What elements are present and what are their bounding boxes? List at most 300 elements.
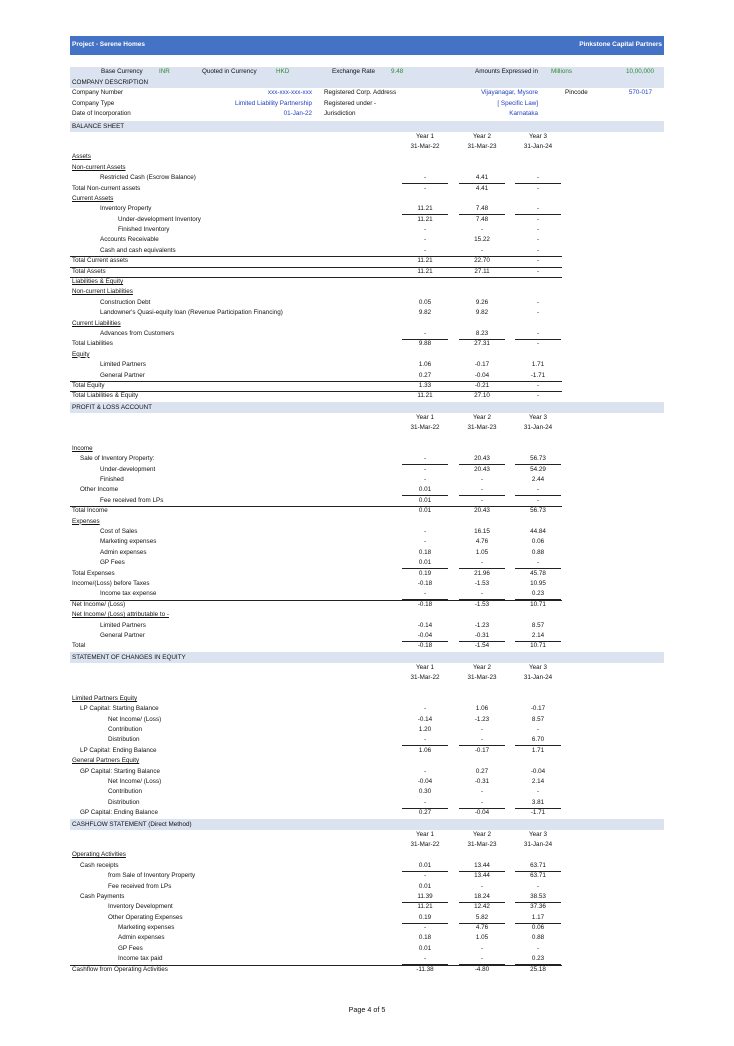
row-value-year-2: 15.22 [474, 236, 490, 244]
row-label: Current Liabilities [72, 319, 121, 327]
period-date: 31-Jan-24 [523, 424, 553, 432]
registered-under-value: [ Specific Law] [497, 99, 538, 107]
statement-row [70, 537, 664, 547]
statement-row [70, 610, 664, 620]
statement-row [70, 715, 664, 725]
registered-address-label: Registered Corp. Address [324, 89, 397, 97]
row-value-year-1: -0.14 [417, 715, 433, 723]
row-value-year-2: 1.06 [475, 705, 489, 713]
statement-row [70, 475, 664, 485]
row-label: Current Assets [72, 194, 114, 202]
statement-row [70, 798, 664, 808]
statement-row [70, 381, 664, 391]
row-label: from Sale of Inventory Property [108, 872, 196, 880]
period-year-row [70, 132, 664, 142]
row-value-year-3: 63.71 [530, 872, 546, 880]
row-value-year-2: 7.48 [475, 205, 489, 213]
row-value-year-2: - [480, 788, 484, 796]
row-label: Net Income/ (Loss) attributable to - [72, 611, 169, 619]
row-value-year-3: 0.88 [531, 548, 545, 556]
row-label: Total [72, 642, 86, 650]
statement-row [70, 371, 664, 381]
row-value-year-1: - [423, 236, 427, 244]
statement-row [70, 850, 664, 860]
statement-row [70, 923, 664, 933]
row-label: Expenses [72, 517, 100, 525]
row-value-year-1: 0.30 [418, 788, 432, 796]
row-value-year-3: 1.17 [531, 913, 545, 921]
statement-row [70, 163, 664, 173]
row-label: General Partner [100, 371, 145, 379]
row-label: Fee received from LPs [100, 496, 164, 504]
row-value-year-3: 0.88 [531, 934, 545, 942]
row-value-year-3: -0.04 [530, 767, 546, 775]
period-year-row [70, 830, 664, 840]
row-value-year-2: 20.43 [474, 455, 490, 463]
row-value-year-2: -1.53 [474, 579, 490, 587]
profit-loss-rows [70, 434, 664, 652]
statement-row [70, 954, 664, 964]
row-value-year-1: 11.39 [417, 892, 433, 900]
row-value-year-3: 44.84 [530, 528, 546, 536]
statement-row [70, 235, 664, 245]
statement-row [70, 944, 664, 954]
row-value-year-2: 21.96 [474, 569, 490, 577]
period-date: 31-Mar-22 [410, 424, 440, 432]
statement-row [70, 496, 664, 506]
period-year-row [70, 663, 664, 673]
statement-row [70, 569, 664, 579]
row-label: Non-current Assets [72, 163, 126, 171]
registered-address-value: Vijayanagar, Mysore [481, 89, 538, 97]
row-value-year-3: 0.06 [531, 924, 545, 932]
period-date: 31-Mar-22 [410, 840, 440, 848]
company-row-2 [70, 99, 664, 109]
row-value-year-2: -0.17 [474, 746, 490, 754]
row-label: Admin expenses [118, 934, 165, 942]
statement-row [70, 913, 664, 923]
row-value-year-1: 11.21 [417, 392, 433, 400]
row-label: Marketing expenses [100, 538, 157, 546]
jurisdiction-label: Jurisdiction [324, 110, 356, 118]
row-label: Contribution [108, 788, 142, 796]
period-date: 31-Mar-23 [467, 674, 497, 682]
row-label: Limited Partners [100, 621, 146, 629]
statement-row [70, 246, 664, 256]
row-value-year-2: -1.23 [474, 621, 490, 629]
company-type-value: Limited Liability Partnership [235, 99, 312, 107]
total-rule [70, 277, 562, 278]
row-label: Total Liabilities & Equity [72, 392, 139, 400]
company-row-1 [70, 88, 664, 98]
row-value-year-2: - [480, 590, 484, 598]
row-value-year-3: 10.95 [530, 579, 546, 587]
row-value-year-2: -1.53 [474, 600, 490, 608]
row-value-year-3: 8.57 [531, 715, 545, 723]
row-label: Landowner's Quasi-equity loan (Revenue Participation Financing) [100, 309, 283, 317]
row-label: General Partner [100, 631, 145, 639]
row-value-year-3: - [536, 486, 540, 494]
row-value-year-3: 10.71 [530, 600, 546, 608]
period-date: 31-Jan-24 [523, 840, 553, 848]
row-value-year-1: - [423, 246, 427, 254]
row-value-year-3: 0.06 [531, 538, 545, 546]
row-label: Income tax expense [100, 590, 157, 598]
row-value-year-1: 0.19 [418, 913, 432, 921]
period-year: Year 2 [473, 663, 491, 671]
row-value-year-2: - [480, 496, 484, 504]
statement-row [70, 184, 664, 194]
row-value-year-2: 1.05 [475, 548, 489, 556]
statement-row [70, 173, 664, 183]
row-value-year-3: 10.71 [530, 642, 546, 650]
page-number: Page 4 of 5 [348, 1005, 386, 1014]
currency-row [70, 67, 664, 77]
row-value-year-1: -0.14 [417, 621, 433, 629]
statement-row [70, 485, 664, 495]
statement-row [70, 777, 664, 787]
row-value-year-1: - [423, 226, 427, 234]
row-value-year-1: - [423, 767, 427, 775]
statement-row [70, 152, 664, 162]
row-value-year-3: 45.78 [530, 569, 546, 577]
row-label: Cash Payments [80, 892, 125, 900]
quoted-currency-label: Quoted in Currency [202, 68, 257, 75]
row-value-year-2: -0.04 [474, 371, 490, 379]
incorporation-date-value: 01-Jan-22 [283, 110, 312, 118]
row-value-year-1: - [423, 798, 427, 806]
row-value-year-1: - [423, 184, 427, 192]
row-value-year-3: 2.14 [531, 778, 545, 785]
row-value-year-3: - [536, 226, 540, 234]
row-value-year-1: -0.04 [417, 778, 433, 785]
period-year: Year 1 [416, 663, 434, 671]
period-year: Year 3 [529, 132, 547, 140]
multiplier-value: 10,00,000 [626, 68, 655, 75]
jurisdiction-value: Karnataka [509, 110, 538, 118]
row-value-year-2: 20.43 [474, 465, 490, 473]
statement-row [70, 621, 664, 631]
row-value-year-2: -1.54 [474, 642, 490, 650]
row-value-year-3: 3.81 [531, 798, 545, 806]
row-value-year-1: 11.21 [417, 903, 433, 911]
project-title: Project - Serene Homes [72, 41, 145, 49]
statement-row [70, 465, 664, 475]
equity-rows [70, 683, 664, 818]
row-value-year-3: -0.17 [530, 705, 546, 713]
statement-row [70, 548, 664, 558]
statement-row [70, 527, 664, 537]
row-label: GP Capital: Starting Balance [80, 767, 161, 775]
statement-row [70, 204, 664, 214]
row-label: GP Capital: Ending Balance [80, 809, 158, 817]
statement-row [70, 454, 664, 464]
incorporation-date-label: Date of Incorporation [72, 110, 131, 118]
row-label: Distribution [108, 798, 140, 806]
row-label: Cash receipts [80, 861, 119, 869]
row-value-year-3: 0.23 [531, 590, 545, 598]
row-value-year-1: 1.06 [418, 746, 432, 754]
row-label: Liabilities & Equity [72, 278, 124, 286]
row-value-year-1: - [423, 736, 427, 744]
row-value-year-3: - [536, 309, 540, 317]
row-value-year-2: - [480, 726, 484, 734]
row-label: Finished Inventory [118, 226, 170, 234]
row-value-year-3: - [536, 246, 540, 254]
row-value-year-1: 0.01 [418, 496, 432, 504]
row-value-year-3: - [536, 788, 540, 796]
period-date-row [70, 673, 664, 683]
period-year: Year 1 [416, 132, 434, 140]
row-label: Net Income/ (Loss) [108, 778, 162, 785]
period-year: Year 3 [529, 413, 547, 421]
statement-row [70, 902, 664, 912]
row-label: Admin expenses [100, 548, 147, 556]
quoted-currency-value: HKD [276, 68, 290, 75]
row-value-year-2: -0.21 [474, 381, 490, 389]
company-type-label: Company Type [72, 99, 115, 107]
statement-row [70, 683, 664, 693]
period-date-row [70, 142, 664, 152]
period-year: Year 3 [529, 830, 547, 838]
row-value-year-3: 8.57 [531, 621, 545, 629]
period-date: 31-Mar-23 [467, 142, 497, 150]
statement-row [70, 735, 664, 745]
statement-row [70, 871, 664, 881]
row-value-year-3: 2.44 [531, 476, 545, 484]
row-value-year-2: 18.24 [474, 892, 490, 900]
statement-row [70, 360, 664, 370]
row-label: Limited Partners [100, 361, 146, 369]
row-label: Total Non-current assets [72, 184, 141, 192]
row-label: Net Income/ (Loss) [108, 715, 162, 723]
company-description-header: COMPANY DESCRIPTION [70, 77, 664, 88]
row-value-year-1: - [423, 924, 427, 932]
row-value-year-2: 12.42 [474, 903, 490, 911]
row-label: Equity [72, 350, 90, 358]
row-value-year-1: 0.19 [418, 569, 432, 577]
exchange-rate-value: 9.48 [391, 68, 404, 75]
row-value-year-2: 0.27 [475, 767, 489, 775]
row-value-year-2: 16.15 [474, 528, 490, 536]
row-value-year-1: 0.05 [418, 298, 432, 306]
statement-row [70, 965, 664, 975]
row-value-year-1: -0.04 [417, 631, 433, 639]
row-value-year-2: 4.41 [475, 184, 489, 192]
statement-row [70, 892, 664, 902]
period-year-row [70, 413, 664, 423]
row-value-year-1: - [423, 538, 427, 546]
row-value-year-3: - [536, 944, 540, 952]
row-value-year-2: - [480, 226, 484, 234]
statement-row [70, 444, 664, 454]
row-value-year-3: - [536, 329, 540, 337]
row-label: Total Current assets [72, 257, 128, 265]
row-label: Construction Debt [100, 298, 151, 306]
row-value-year-2: 27.31 [474, 340, 490, 348]
row-value-year-1: 11.21 [417, 267, 433, 275]
row-label: Fee received from LPs [108, 882, 172, 890]
row-label: Finished [100, 476, 124, 484]
balance-sheet-periods [70, 132, 664, 153]
row-value-year-2: 1.05 [475, 934, 489, 942]
row-value-year-1: 11.21 [417, 205, 433, 213]
statement-row [70, 329, 664, 339]
row-label: Net Income/ (Loss) [72, 600, 126, 608]
row-value-year-3: - [536, 882, 540, 890]
period-date: 31-Mar-22 [410, 674, 440, 682]
statement-row [70, 277, 664, 287]
statement-row [70, 589, 664, 599]
row-value-year-1: 1.33 [418, 381, 432, 389]
row-value-year-1: 0.18 [418, 934, 432, 942]
statement-row [70, 694, 664, 704]
statement-row [70, 194, 664, 204]
statement-row [70, 558, 664, 568]
registered-under-label: Registered under - [324, 99, 377, 107]
row-value-year-3: - [536, 726, 540, 734]
row-label: Cost of Sales [100, 528, 138, 536]
row-value-year-1: - [423, 872, 427, 880]
statement-row [70, 579, 664, 589]
statement-row [70, 287, 664, 297]
row-value-year-2: - [480, 246, 484, 254]
row-value-year-2: 22.70 [474, 257, 490, 265]
base-currency-value: INR [159, 68, 170, 75]
row-value-year-3: 6.70 [531, 736, 545, 744]
row-value-year-1: 0.27 [418, 371, 432, 379]
row-value-year-1: 9.88 [418, 340, 432, 348]
statement-row [70, 933, 664, 943]
row-value-year-3: 54.29 [530, 465, 546, 473]
statement-row [70, 339, 664, 349]
statement-row [70, 861, 664, 871]
row-label: Advances from Customers [100, 329, 175, 337]
row-value-year-1: - [423, 455, 427, 463]
statement-row [70, 704, 664, 714]
row-value-year-2: - [480, 798, 484, 806]
balance-sheet-rows [70, 152, 664, 401]
row-value-year-1: 0.01 [418, 559, 432, 567]
statement-row [70, 600, 664, 610]
row-value-year-3: 2.14 [531, 631, 545, 639]
row-value-year-1: 0.01 [418, 486, 432, 494]
statement-row [70, 746, 664, 756]
statement-row [70, 256, 664, 266]
row-label: LP Capital: Starting Balance [80, 705, 159, 713]
statement-row [70, 882, 664, 892]
report-page [70, 36, 664, 975]
row-label: Assets [72, 153, 91, 161]
row-value-year-3: - [536, 340, 540, 348]
period-date: 31-Mar-23 [467, 840, 497, 848]
row-value-year-3: -1.71 [530, 809, 546, 817]
row-label: Distribution [108, 736, 140, 744]
statement-row [70, 434, 664, 444]
row-value-year-1: 9.82 [418, 309, 432, 317]
statement-row [70, 756, 664, 766]
row-value-year-3: - [536, 559, 540, 567]
row-value-year-1: - [423, 174, 427, 182]
row-label: Total Income [72, 507, 108, 515]
company-name: Pinkstone Capital Partners [579, 41, 662, 49]
row-value-year-1: 0.18 [418, 548, 432, 556]
row-value-year-1: 0.27 [418, 809, 432, 817]
row-label: Cash and cash equivalents [100, 246, 176, 254]
statement-row [70, 267, 664, 277]
row-label: Total Expenses [72, 569, 115, 577]
row-value-year-3: 63.71 [530, 861, 546, 869]
row-value-year-3: 1.71 [531, 746, 545, 754]
row-value-year-2: 4.76 [475, 924, 489, 932]
amounts-label: Amounts Expressed in [475, 68, 538, 75]
statement-row [70, 391, 664, 401]
row-value-year-2: 27.11 [474, 267, 490, 275]
row-value-year-2: 20.43 [474, 507, 490, 515]
row-value-year-1: 1.20 [418, 726, 432, 734]
company-row-3 [70, 109, 664, 119]
row-value-year-2: -1.23 [474, 715, 490, 723]
row-value-year-1: - [423, 590, 427, 598]
row-label: Restricted Cash (Escrow Balance) [100, 174, 196, 182]
profit-loss-periods [70, 413, 664, 434]
row-label: Other Income [80, 486, 119, 494]
row-value-year-2: -4.80 [474, 965, 490, 973]
row-value-year-1: 0.01 [418, 944, 432, 952]
period-date: 31-Jan-24 [523, 674, 553, 682]
row-value-year-2: 9.82 [475, 309, 489, 317]
row-value-year-1: 0.01 [418, 861, 432, 869]
statement-row [70, 319, 664, 329]
row-value-year-2: - [480, 736, 484, 744]
row-value-year-1: - [423, 705, 427, 713]
row-value-year-3: 0.23 [531, 955, 545, 963]
row-value-year-2: 4.76 [475, 538, 489, 546]
row-label: General Partners Equity [72, 757, 140, 765]
row-value-year-3: - [536, 381, 540, 389]
row-label: Sale of Inventory Property: [80, 455, 155, 463]
profit-loss-header: PROFIT & LOSS ACCOUNT [70, 402, 664, 413]
row-value-year-3: - [536, 174, 540, 182]
row-value-year-2: - [480, 486, 484, 494]
row-value-year-2: -0.31 [474, 778, 490, 785]
row-label: Other Operating Expenses [108, 913, 183, 921]
row-label: Inventory Property [100, 205, 152, 213]
row-value-year-3: - [536, 298, 540, 306]
period-date-row [70, 423, 664, 433]
period-date: 31-Mar-22 [410, 142, 440, 150]
row-value-year-3: - [536, 496, 540, 504]
period-date: 31-Jan-24 [523, 142, 553, 150]
row-label: Contribution [108, 726, 142, 734]
row-label: Non-current Liabilities [72, 288, 133, 296]
row-value-year-1: - [423, 528, 427, 536]
row-value-year-1: -0.18 [417, 600, 433, 608]
row-value-year-1: 0.01 [418, 507, 432, 515]
cashflow-periods [70, 830, 664, 851]
statement-row [70, 725, 664, 735]
equity-periods [70, 663, 664, 684]
row-value-year-1: 0.01 [418, 882, 432, 890]
row-label: Marketing expenses [118, 924, 175, 932]
period-date: 31-Mar-23 [467, 424, 497, 432]
period-year: Year 2 [473, 132, 491, 140]
row-value-year-1: - [423, 476, 427, 484]
row-label: Operating Activities [72, 851, 126, 859]
row-label: Cashflow from Operating Activities [72, 965, 168, 973]
row-value-year-3: - [536, 257, 540, 265]
row-value-year-2: -0.17 [474, 361, 490, 369]
